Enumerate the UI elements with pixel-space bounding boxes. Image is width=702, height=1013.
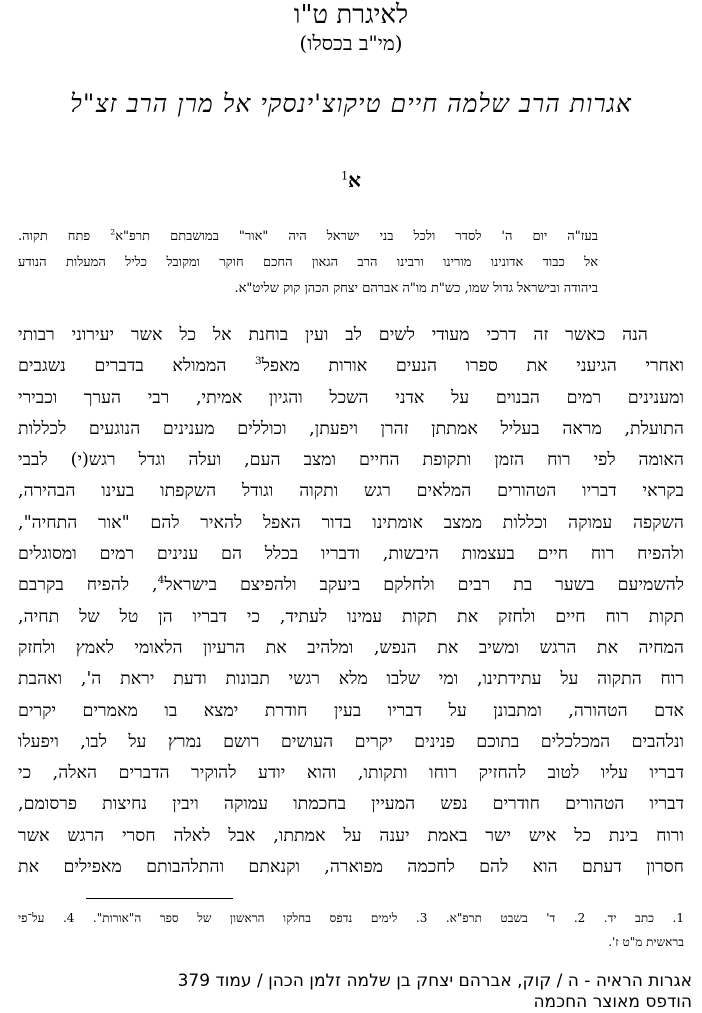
footnotes: [18, 906, 684, 954]
footnote-ref-2[interactable]: 2: [110, 227, 116, 237]
letter-number: [0, 167, 702, 193]
body-text: להשמיעם בשער בת רבים ולחלקם ביעקב ולהפיצם בישראל: [164, 575, 684, 596]
body-line: [18, 570, 684, 601]
salutation-line: אל כבוד אדונינו מורינו ורבינו הרב הגאון החכם חוקר ומקובל כליל המעלות הנודע: [18, 255, 598, 270]
body-line: ורוח בינת כל איש ישר באמת יענה על אמתתו, אבל לאלה חסרי הרגש אשר: [18, 825, 684, 846]
body-line: ולהפיח רוח חיים בעצמות היבשות, ודבריו בכלל הם ענינים רמים ומסוגלים: [18, 544, 684, 565]
letter-title: לאיגרת ט"ו: [293, 0, 409, 30]
body-line: רוח התקוה על עתידתינו, ומי שלבו מלא רגשי תבונות ודעת יראת ה', ואהבת: [18, 669, 684, 690]
letter-body: [18, 320, 684, 883]
source-citation: אגרות הראיה - ה / קוק, אברהם יצחק בן שלמה זלמן הכהן / עמוד 379: [177, 971, 692, 991]
body-line: ומענינים רמים הבנוים על אדני השכל והגיון אמיתי, רבי הערך וכבירי: [18, 387, 684, 408]
letter-number-text: א: [348, 168, 361, 192]
body-line: ונלהבים המכלכלים בתוכם פנינים יקרים העושים רושם נמרץ על לבו, ויפעלו: [18, 731, 684, 752]
salutation-line: [18, 224, 598, 250]
body-line: השקפה עמוקה וכללות ממצב אומתינו בדור האפל להאיר להם "אור התחיה",: [18, 512, 684, 533]
footnote-divider: [86, 898, 233, 899]
body-line: תקות רוח חיים ולחזק את תקות עמינו לעתיד, כי דבריו הן טל של תחיה,: [18, 606, 684, 627]
footnote-ref-3[interactable]: 3: [255, 355, 262, 368]
printed-by: הודפס מאוצר החכמה: [533, 992, 692, 1012]
body-text: , להפיח בקרבם: [18, 575, 158, 596]
body-line: חסרון דעתם הוא להם לחכמה מפוארה, וקנאתם והתלהבותם מאפילים את: [18, 857, 684, 878]
letter-date: (מי"ב בכסלו): [299, 31, 403, 55]
body-line: הנה כאשר זה דרכי מעודי לשים לב ועין בוחנת אל כל אשר יעירוני רבותי: [18, 325, 648, 345]
footnote-ref-1[interactable]: 1: [341, 169, 349, 183]
section-heading: אגרות הרב שלמה חיים טיקוצ'ינסקי אל מרן הרב זצ"ל: [70, 89, 632, 118]
letter-salutation: [18, 224, 598, 302]
body-line: [18, 351, 684, 382]
footnote-line: בראשית מ"ט ז'.: [608, 935, 684, 949]
body-text: הממולא בדברים נשגבים: [18, 356, 256, 377]
body-line: דבריו הטהורים חודרים נפש המעיין בחכמתו עמוקה ויבין נחיצות פרסומם,: [18, 794, 684, 815]
footnote-ref-4[interactable]: 4: [157, 574, 165, 587]
salutation-text: בעז"ה יום ה' לסדר ולכל בני ישראל היה "אור" במושבתם תרפ"א: [115, 229, 598, 244]
body-line: בקראי דבריו הטהורים המלאים רגש ותקוה וגודל השקפתו בעינו הבהירה,: [18, 481, 684, 502]
salutation-line: ביהודה ובישראל גדול שמו, כש"ת מו"ה אברהם יצחק הכהן קוק שליט"א.: [234, 281, 598, 296]
footnote-line: 1. כתב יד. 2. ד' בשבט תרפ"א. 3. לימים נדפס בחלקו הראשון של ספר ה"אורות". 4. על־פי: [18, 911, 684, 925]
body-line: דבריו עליו לטוב להחזיק רוחו ותקותו, והוא יודע להוקיר הדברים האלה, כי: [18, 763, 684, 784]
body-line: המחיה את הרגש ומשיב את הנפש, ומלהיב את הרעיון הלאומי לאמץ ולחזק: [18, 637, 684, 658]
body-line: התועלת, מראה בעליל אמתתן זהרן ויפעתן, וכוללים מענינים הנוגעים לכללות: [18, 418, 684, 439]
body-line: האומה לפי רוח הזמן ותקופת החיים ומצב העם, ועלה וגדל רגש(י) לבבי: [18, 450, 684, 471]
body-text: ואחרי הגיעני את ספרו הנעים אורות מאפל: [261, 356, 684, 377]
body-line: אדם הטהורה, ומתבונן על דבריו בעין חודרת ימצא בו מאמרים יקרים: [18, 700, 684, 721]
salutation-text: פתח תקוה.: [18, 229, 111, 244]
